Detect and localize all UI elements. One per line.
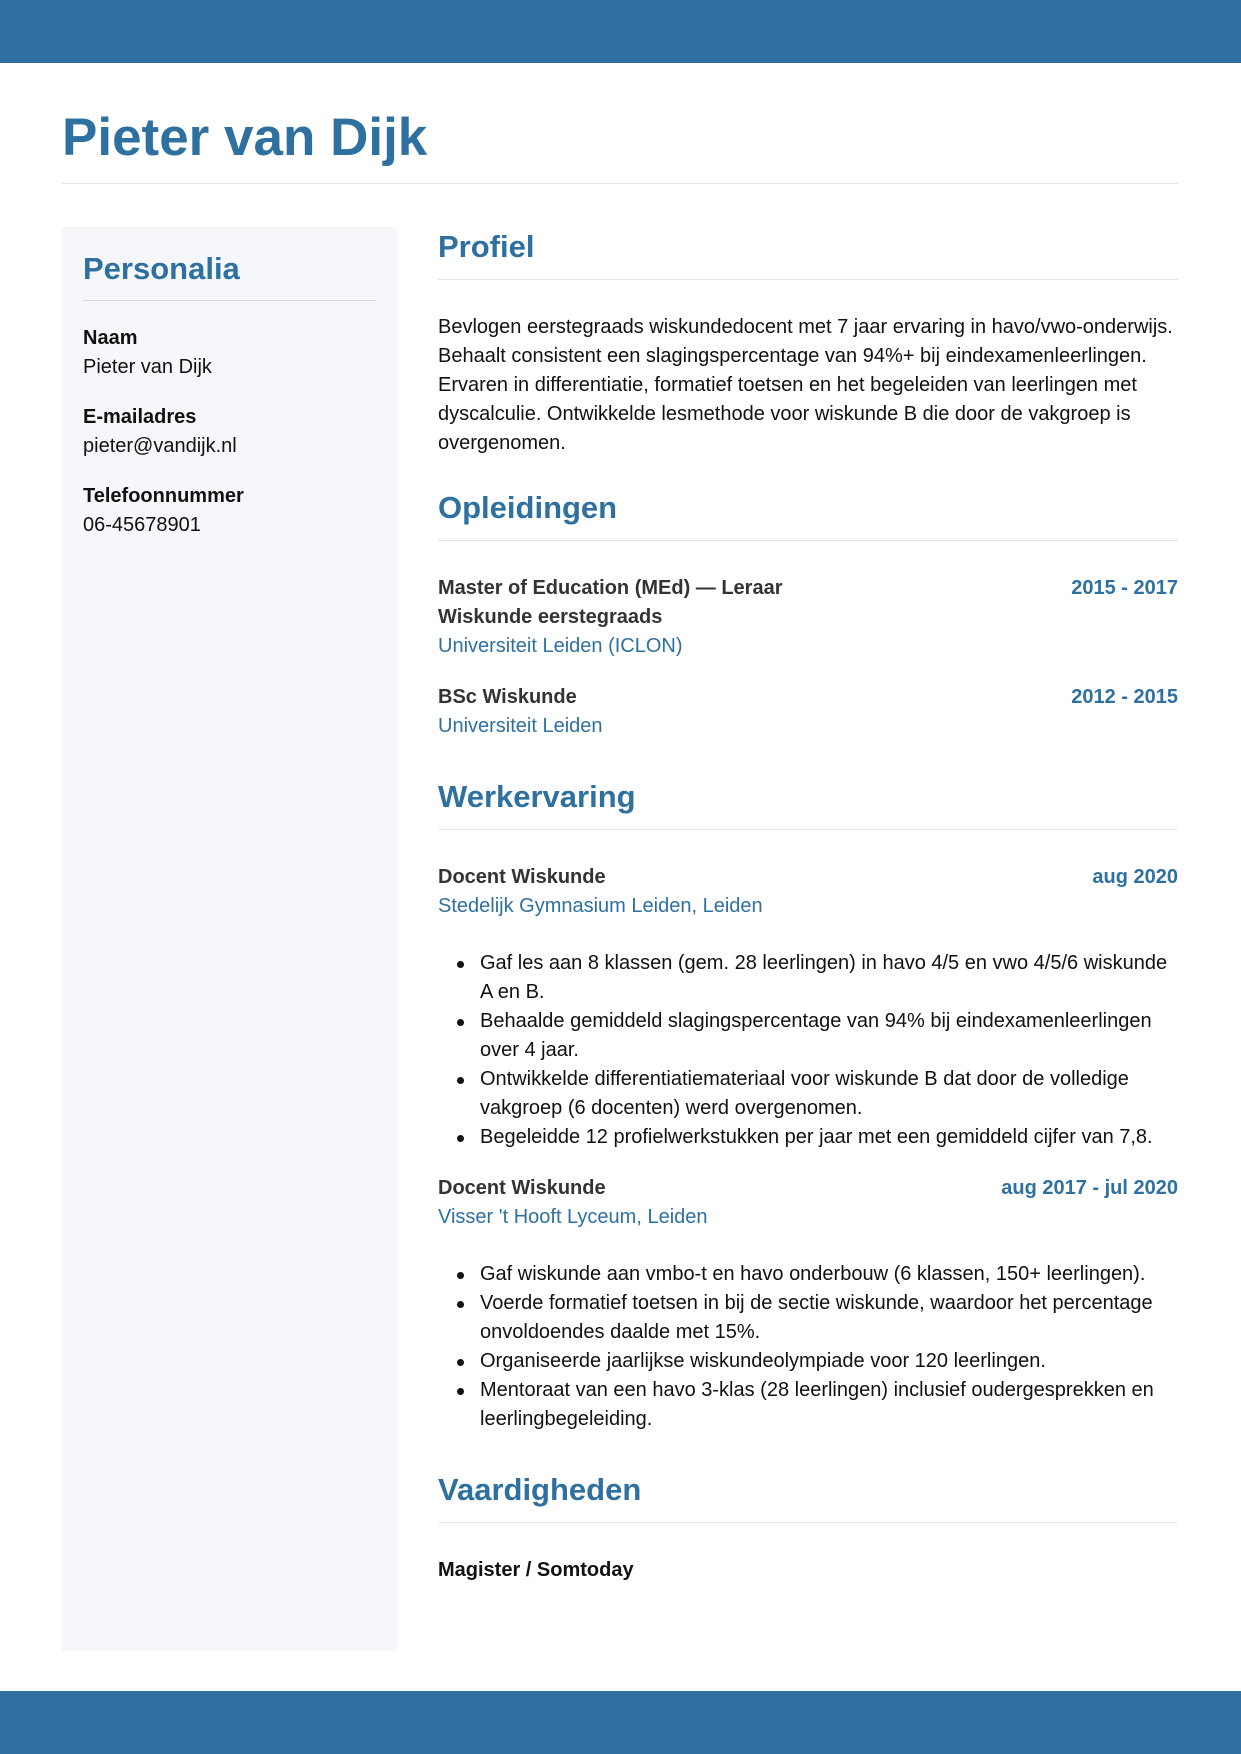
field-label: E-mailadres — [83, 406, 197, 428]
entry-title: Docent Wiskunde — [438, 1177, 606, 1199]
entry-date: aug 2020 — [1092, 866, 1178, 888]
entry-employer: Visser 't Hooft Lyceum, Leiden — [438, 1206, 708, 1228]
entry-title: BSc Wiskunde — [438, 686, 577, 708]
section-title: Vaardigheden — [438, 1470, 1178, 1523]
list-item: Voerde formatief toetsen in bij de sectie wiskunde, waardoor het percentage onvoldoendes daalde met 15%. — [438, 1289, 1178, 1347]
field-value: pieter@vandijk.nl — [83, 435, 237, 457]
list-item: Organiseerde jaarlijkse wiskundeolympiade voor 120 leerlingen. — [438, 1347, 1178, 1376]
list-item: Mentoraat van een havo 3-klas (28 leerlingen) inclusief oudergesprekken en leerlingbegeleiding. — [438, 1376, 1178, 1434]
list-item: Behaalde gemiddeld slagingspercentage van 94% bij eindexamenleerlingen over 4 jaar. — [438, 1007, 1178, 1065]
field-name — [83, 324, 376, 382]
footer-bar — [0, 1691, 1241, 1754]
entry-date: 2012 - 2015 — [1071, 686, 1178, 708]
page-title: Pieter van Dijk — [62, 108, 428, 167]
bullet-list — [438, 1260, 1178, 1434]
personalia-sidebar — [62, 227, 397, 1651]
title-divider — [62, 183, 1178, 184]
entry-institution: Universiteit Leiden (ICLON) — [438, 635, 683, 657]
list-item: Begeleidde 12 profielwerkstukken per jaar met een gemiddeld cijfer van 7,8. — [438, 1123, 1178, 1152]
header-bar — [0, 0, 1241, 63]
field-phone — [83, 482, 376, 540]
entry-date: aug 2017 - jul 2020 — [1001, 1177, 1178, 1199]
education-entry — [438, 574, 1178, 661]
section-title: Profiel — [438, 227, 1178, 280]
entry-institution: Universiteit Leiden — [438, 715, 603, 737]
profile-text: Bevlogen eerstegraads wiskundedocent met 7 jaar ervaring in havo/vwo-onderwijs. Behaalt consistent een slagingspercentage van 94%+ bij eindexamenleerlingen. Ervaren in differentiatie, formatief toetsen en het begeleiden van leerlingen met dyscalculie. Ontwikkelde lesmethode voor wiskunde B die door de vakgroep is overgenomen. — [438, 316, 1173, 454]
section-skills — [438, 1470, 1178, 1585]
experience-entry — [438, 1174, 1178, 1434]
entry-date: 2015 - 2017 — [1071, 577, 1178, 599]
section-profile — [438, 227, 1178, 458]
education-entry — [438, 683, 1178, 741]
section-title: Werkervaring — [438, 777, 1178, 830]
field-label: Naam — [83, 327, 138, 349]
experience-entry — [438, 863, 1178, 1152]
entry-employer: Stedelijk Gymnasium Leiden, Leiden — [438, 895, 763, 917]
field-value: Pieter van Dijk — [83, 356, 212, 378]
field-label: Telefoonnummer — [83, 485, 244, 507]
entry-title: Docent Wiskunde — [438, 866, 606, 888]
bullet-list — [438, 949, 1178, 1152]
sidebar-title: Personalia — [83, 251, 376, 301]
list-item: Ontwikkelde differentiatiemateriaal voor wiskunde B dat door de volledige vakgroep (6 docenten) werd overgenomen. — [438, 1065, 1178, 1123]
list-item: Gaf wiskunde aan vmbo-t en havo onderbouw (6 klassen, 150+ leerlingen). — [438, 1260, 1178, 1289]
entry-title: Master of Education (MEd) — Leraar Wiskunde eerstegraads — [438, 577, 783, 628]
section-title: Opleidingen — [438, 488, 1178, 541]
section-experience — [438, 777, 1178, 1470]
field-email — [83, 403, 376, 461]
section-education — [438, 488, 1178, 777]
main-content — [438, 227, 1178, 1585]
field-value: 06-45678901 — [83, 514, 201, 536]
list-item: Gaf les aan 8 klassen (gem. 28 leerlingen) in havo 4/5 en vwo 4/5/6 wiskunde A en B. — [438, 949, 1178, 1007]
skill-item: Magister / Somtoday — [438, 1559, 634, 1581]
